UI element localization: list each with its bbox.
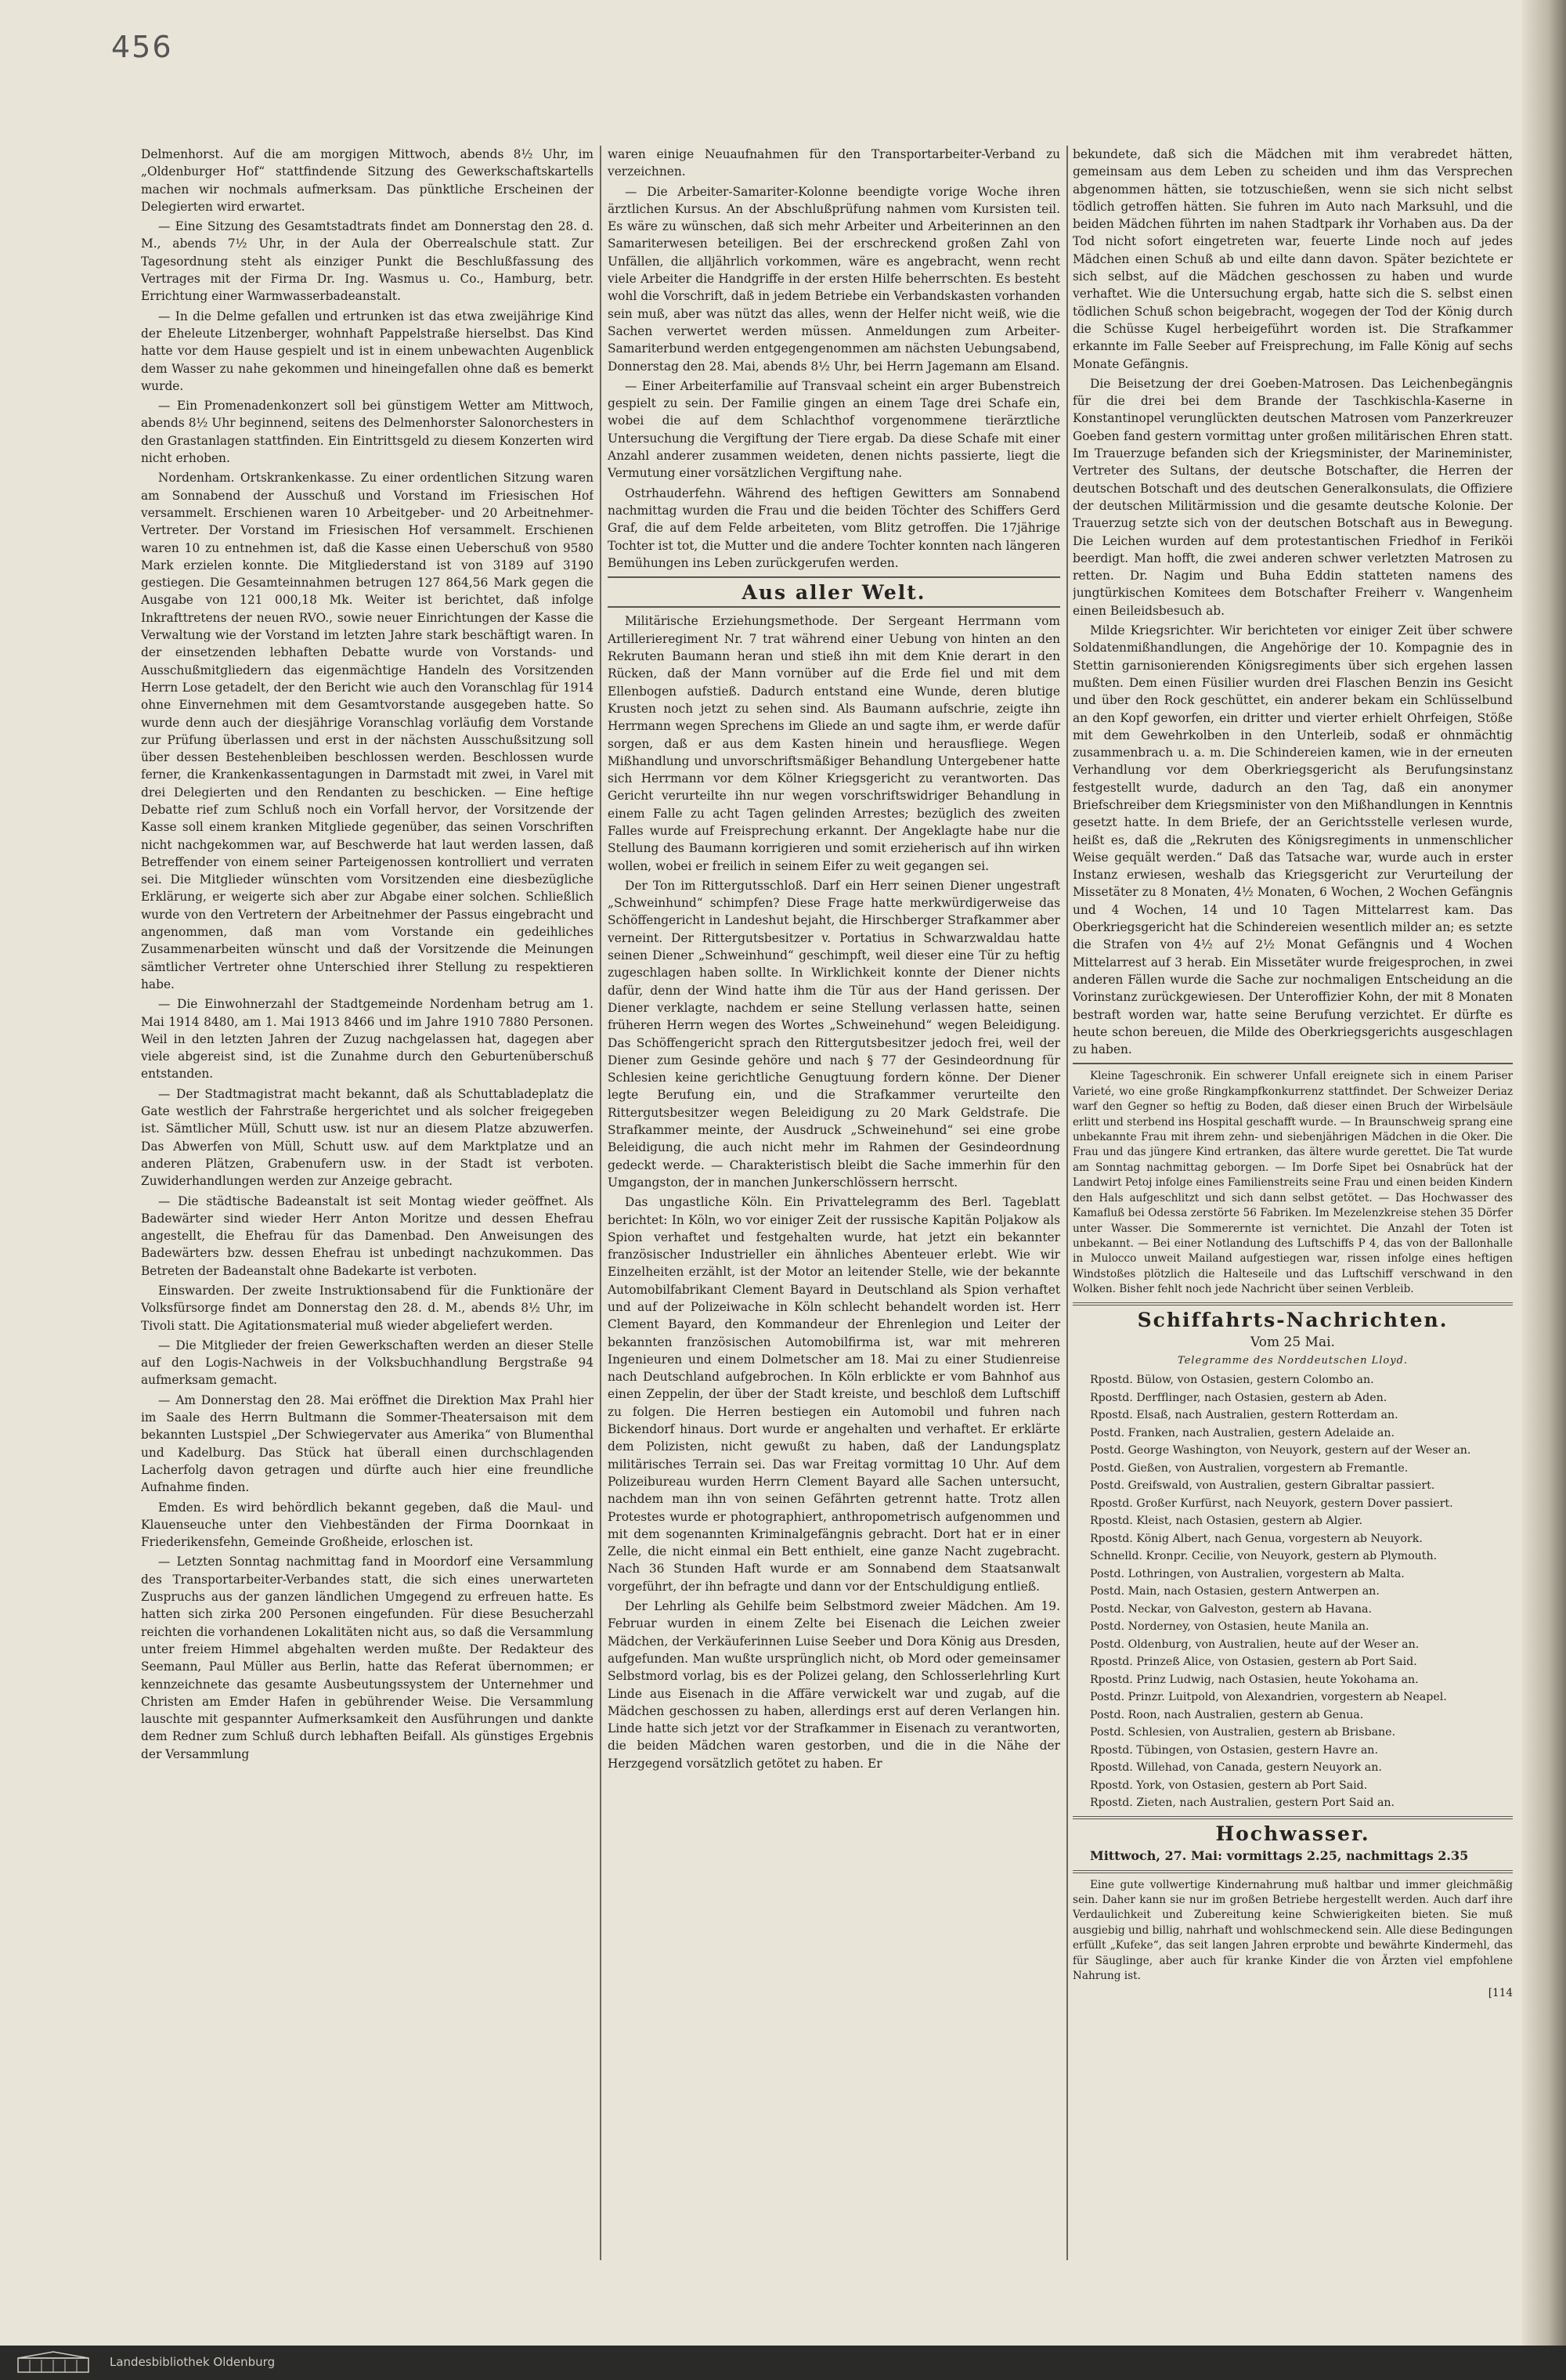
shipping-line: Postd. Roon, nach Australien, gestern ab Genua.: [1090, 1708, 1364, 1721]
advertisement: Eine gute vollwertige Kindernahrung muß haltbar und immer gleichmäßig sein. Daher kann sie nur im großen Betriebe hergestellt werden. Auch darf ihre Verdaulichkeit und Zubereitung keine Schwierigkeiten bieten. Sie muß ausgiebig und billig, nahrhaft und wohlschmeckend sein. Alle diese Bedingungen erfüllt „Kufeke“, das seit langen Jahren erprobte und bewährte Kindermehl, das für Säuglinge, aber auch für kranke Kinder die von Ärzten viel empfohlene Nahrung ist.: [1073, 1878, 1513, 1982]
article-paragraph: Ostrhauderfehn. Während des heftigen Gewitters am Sonnabend nachmittag wurden die Frau und die beiden Töchter des Schiffers Gerd Graf, die auf dem Felde arbeiteten, vom Blitz getroffen. Die 17jährige Tochter ist tot, die Mutter und die andere Tochter konnten nach längeren Bemühungen ins Leben zurückgerufen werden.: [608, 486, 1060, 570]
shipping-line: Postd. George Washington, von Neuyork, gestern auf der Weser an.: [1090, 1444, 1471, 1457]
shipping-line: Postd. Franken, nach Australien, gestern Adelaide an.: [1090, 1426, 1395, 1439]
article-paragraph: Nordenham. Ortskrankenkasse. Zu einer ordentlichen Sitzung waren am Sonnabend der Ausschuß und Vorstand im Friesischen Hof versammelt. Erschienen waren 10 Arbeitgeber- und 20 Arbeitnehmer-Vertreter. Der Vorstand im Friesischen Hof versammelt. Erschienen waren 10 zu entnehmen ist, daß die Kasse einen Ueberschuß von 9580 Mark erzielen konnte. Die Mitgliederstand ist von 3189 auf 3190 gestiegen. Die Gesamteinnahmen betrugen 127 864,56 Mark gegen die Ausgabe von 121 000,18 Mk. Weiter ist berichtet, daß infolge Inkrafttretens der neuen RVO., sowie neuer Einrichtungen der Kasse die Verwaltung wie der Vorstand im letzten Jahre stark beschäftigt waren. In der einsetzenden lebhaften Debatte wurde von Vorstands- und Ausschußmitgliedern das eigenmächtige Handeln des Vorsitzenden Herrn Lose getadelt, der den Bericht wie auch den Voranschlag für 1914 ohne Einvernehmen mit dem Gesamtvorstande ausgegeben hatte. So wurde denn auch der diesjährige Voranschlag vorläufig dem Vorstande zur Prüfung überlassen und erst in der nächsten Ausschußsitzung soll über dessen Bestehenbleiben beschlossen werden. Beschlossen wurde ferner, die Krankenkassentagungen in Darmstadt mit zwei, in Varel mit drei Delegierten und den Rendanten zu beschicken. — Eine heftige Debatte rief zum Schluß noch ein Vorfall hervor, der Vorsitzende der Kasse soll einem kranken Mitgliede gegenüber, das seinen Vorschriften nicht nachgekommen war, auf Beschwerde hat laut werden lassen, daß Betreffender von einem seiner Parteigenossen kontrolliert und verraten sei. Die Mitglieder wünschten vom Vorsitzenden eine diesbezügliche Erklärung, er weigerte sich aber zur Abgabe einer solchen. Schließlich wurde von den Vertretern der Arbeitnehmer der Passus eingebracht und angenommen, daß man vom Vorstande ein gedeihliches Zusammenarbeiten wünscht und daß der Vorsitzende die Meinungen sämtlicher Vertreter ohne Unterschied ihrer Stellung zu respektieren habe.: [141, 471, 594, 991]
divider: [1073, 1816, 1513, 1819]
shipping-line: Rpostd. Zieten, nach Australien, gestern Port Said an.: [1090, 1797, 1395, 1810]
article-paragraph: Delmenhorst. Auf die am morgigen Mittwoch, abends 8½ Uhr, im „Oldenburger Hof“ stattfindende Sitzung des Gewerkschaftskartells machen wir nochmals aufmerksam. Das pünktliche Erscheinen der Delegierten wird erwartet.: [141, 147, 594, 214]
divider: [1073, 1063, 1513, 1064]
article-paragraph: — Die städtische Badeanstalt ist seit Montag wieder geöffnet. Als Badewärter sind wieder Herr Anton Moritze und dessen Ehefrau angestellt, die Ehefrau für das Damenbad. Den Anweisungen des Badewärters bzw. dessen Ehefrau ist unbedingt nachzukommen. Das Betreten der Badeanstalt ohne Badekarte ist verboten.: [141, 1194, 594, 1278]
ad-code: [114: [1488, 1987, 1513, 2000]
divider: [1073, 1302, 1513, 1306]
shipping-line: Postd. Gießen, von Australien, vorgestern ab Fremantle.: [1090, 1461, 1409, 1475]
footer-bar: [0, 2346, 1566, 2380]
shipping-line: Postd. Prinzr. Luitpold, von Alexandrien, vorgestern ab Neapel.: [1090, 1691, 1447, 1704]
shipping-heading: Schiffahrts-Nachrichten.: [1137, 1308, 1449, 1331]
column-middle: [608, 146, 1060, 2260]
shipping-line: Postd. Main, nach Ostasien, gestern Antwerpen an.: [1090, 1585, 1380, 1598]
shipping-line: Rpostd. Prinz Ludwig, nach Ostasien, heute Yokohama an.: [1090, 1673, 1419, 1686]
article-paragraph: Der Ton im Rittergutsschloß. Darf ein Herr seinen Diener ungestraft „Schweinhund“ schimpfen? Diese Frage hatte merkwürdigerweise das Schöffengericht in Landeshut bejaht, die Hirschberger Strafkammer aber verneint. Der Rittergutsbesitzer v. Portatius in Schwarzwaldau hatte seinen Diener „Schweinhund“ geschimpft, weil dieser eine Tür zu heftig zugeschlagen haben sollte. In Wirklichkeit konnte der Diener nichts dafür, denn der Wind hatte ihm die Tür aus der Hand gerissen. Der Diener verklagte, nachdem er seine Stellung verlassen hatte, seinen früheren Herrn wegen des Wortes „Schweinehund“ wegen Beleidigung. Das Schöffengericht sprach den Rittergutsbesitzer jedoch frei, weil der Diener zum Gesinde gehöre und nach § 77 der Gesindeordnung für Schlesien keine gerichtliche Genugtuung fordern könne. Der Diener legte Berufung ein, und die Strafkammer verurteilte den Rittergutsbesitzer wegen Beleidigung zu 20 Mark Geldstrafe. Die Strafkammer meinte, der Ausdruck „Schweinehund“ sei eine grobe Beleidigung, die auch nicht mehr im Rahmen der Gesindeordnung gedeckt werde. — Charakteristisch bleibt die Sache immerhin für den Umgangston, der in manchen Junkerschlössern herrscht.: [608, 878, 1060, 1190]
shipping-source: Telegramme des Norddeutschen Lloyd.: [1177, 1355, 1409, 1367]
article-paragraph: — In die Delme gefallen und ertrunken ist das etwa zweijährige Kind der Eheleute Litzenberger, wohnhaft Pappelstraße hierselbst. Das Kind hatte vor dem Hause gespielt und ist in einem unbewachten Augenblick dem Wasser zu nahe gekommen und hineingefallen ohne daß es bemerkt wurde.: [141, 309, 594, 393]
divider: [1073, 1870, 1513, 1873]
shipping-line: Rpostd. Tübingen, von Ostasien, gestern Havre an.: [1090, 1743, 1378, 1757]
shipping-line: Rpostd. König Albert, nach Genua, vorgestern ab Neuyork.: [1090, 1532, 1423, 1545]
column-right: [1073, 146, 1513, 2307]
library-name: Landesbibliothek Oldenburg: [110, 2355, 276, 2369]
article-paragraph: Das ungastliche Köln. Ein Privattelegramm des Berl. Tageblatt berichtet: In Köln, wo vor einiger Zeit der russische Kapitän Poljakow als Spion verhaftet und festgehalten wurde, hat jetzt ein bekannter französischer Industrieller ein ähnliches Abenteuer erlebt. Wie wir Einzelheiten erzählt, ist der Motor an leitender Stelle, wie der bekannte Automobilfabrikant Clement Bayard in Deutschland als Spion verhaftet und auf der Polizeiwache in Köln schlecht behandelt worden ist. Herr Clement Bayard, den Kommandeur der Ehrenlegion und Leiter der bekannten französischen Automobilfirma ist, war mit mehreren Ingenieuren und einem Dolmetscher am 18. Mai zu einer Studienreise nach Deutschland aufgebrochen. In Köln erblickte er vom Bahnhof aus einen Zeppelin, der über der Stadt kreiste, und beschloß dem Luftschiff zu folgen. Die Herren bestiegen ein Automobil und fuhren nach Bickendorf hinaus. Dort wurde er angehalten und verhaftet. Er erklärte dem Polizisten, nicht gewußt zu haben, daß der Landungsplatz militärisches Terrain sei. Das war Freitag vormittag 10 Uhr. Auf dem Polizeibureau wurden Herrn Clement Bayard alle Sachen untersucht, nachdem man ihn von seinen Gefährten getrennt hatte. Trotz allen Protestes wurde er photographiert, anthropometrisch aufgenommen und mit dem sogenannten Kriminalgefängnis gebracht. Dort hat er in einer Zelle, die nicht einmal ein Bett enthielt, eine ganze Nacht zugebracht. Nach 36 Stunden Haft wurde er am Sonnabend dem Staatsanwalt vorgeführt, der ihn befragte und dann vor der Entschuldigung entließ.: [608, 1195, 1060, 1594]
article-paragraph: Militärische Erziehungsmethode. Der Sergeant Herrmann vom Artillerieregiment Nr. 7 trat während einer Uebung von hinten an den Rekruten Baumann heran und stieß ihn mit dem Knie derart in den Rücken, daß der Mann vornüber auf die Erde fiel und mit dem Ellenbogen aufstieß. Dadurch entstand eine Wunde, deren blutige Krusten noch jetzt zu sehen sind. Als Baumann aufschrie, zeigte ihn Herrmann wegen Sprechens im Gliede an und sagte ihm, er werde dafür sorgen, daß er aus dem Kasten hinein und herausfliege. Wegen Mißhandlung und unvorschriftsmäßiger Behandlung Untergebener hatte sich Herrmann vor dem Kölner Kriegsgericht zu verantworten. Das Gericht verurteilte ihn nur wegen vorschriftswidriger Behandlung in einem Falle zu acht Tagen gelinden Arrestes; bezüglich des zweiten Falles wurde auf Freisprechung erkannt. Der Angeklagte habe nur die Stellung des Baumann korrigieren und somit erzieherisch auf ihn wirken wollen, wobei er freilich in seinem Eifer zu weit gegangen sei.: [608, 614, 1060, 873]
shipping-line: Rpostd. York, von Ostasien, gestern ab Port Said.: [1090, 1779, 1368, 1792]
shipping-line: Rpostd. Prinzeß Alice, von Ostasien, gestern ab Port Said.: [1090, 1656, 1417, 1669]
article-paragraph: — Die Arbeiter-Samariter-Kolonne beendigte vorige Woche ihren ärztlichen Kursus. An der Abschlußprüfung nahmen vom Kursisten teil. Es wäre zu wünschen, daß sich mehr Arbeiter und Arbeiterinnen an den Samariterwesen beteiligen. Bei der erschreckend großen Zahl von Unfällen, die alljährlich vorkommen, wäre es angebracht, wenn recht viele Arbeiter die Handgriffe in der ersten Hilfe beherrschten. Es besteht wohl die Vorschrift, daß in jedem Betriebe ein Verbandskasten vorhanden sein muß, aber was nützt das alles, wenn der Helfer nicht weiß, wie die Sachen verwertet werden müssen. Anmeldungen zum Arbeiter-Samariterbund werden entgegengenommen am nächsten Uebungsabend, Donnerstag den 28. Mai, abends 8½ Uhr, bei Herrn Jagemann am Elsand.: [608, 184, 1060, 374]
shipping-line: Postd. Schlesien, von Australien, gestern ab Brisbane.: [1090, 1726, 1396, 1739]
page-edge-shadow: [1522, 0, 1566, 2380]
shipping-line: Rpostd. Bülow, von Ostasien, gestern Colombo an.: [1090, 1374, 1374, 1387]
section-heading: Aus aller Welt.: [742, 581, 926, 605]
shipping-line: Rpostd. Großer Kurfürst, nach Neuyork, gestern Dover passiert.: [1090, 1497, 1453, 1510]
shipping-line: Rpostd. Elsaß, nach Australien, gestern Rotterdam an.: [1090, 1409, 1398, 1422]
article-paragraph: — Letzten Sonntag nachmittag fand in Moordorf eine Versammlung des Transportarbeiter-Verbandes statt, die sich eines unerwarteten Zuspruchs aus der ganzen ländlichen Umgegend zu erfreuen hatte. Es hatten sich zirka 200 Personen eingefunden. Für diese Besucherzahl reichten die vorhandenen Lokalitäten nicht aus, so daß die Versammlung unter freiem Himmel abgehalten werden mußte. Der Redakteur des Seemann, Paul Müller aus Berlin, hatte das Referat übernommen; er kennzeichnete das gesamte Ausbeutungssystem der Unternehmer und Christen am Emder Hafen in gebührender Weise. Die Versammlung lauschte mit gespannter Aufmerksamkeit den Ausführungen und dankte dem Redner zum Schluß durch lebhaften Beifall. Als günstiges Ergebnis der Versammlung: [141, 1555, 594, 1761]
column-left: [141, 146, 594, 2260]
shipping-line: Postd. Greifswald, von Australien, gestern Gibraltar passiert.: [1090, 1479, 1435, 1493]
article-paragraph: — Einer Arbeiterfamilie auf Transvaal scheint ein arger Bubenstreich gespielt zu sein. Der Familie gingen an einem Tage drei Schafe ein, wobei die auf dem Schlachthof vorgenommene tierärztliche Untersuchung die Vergiftung der Tiere ergab. Da diese Schafe mit einer Anzahl anderer zusammen weideten, denen nichts passierte, liegt die Vermutung einer vorsätzlichen Vergiftung nahe.: [608, 378, 1060, 481]
shipping-line: Postd. Lothringen, von Australien, vorgestern ab Malta.: [1090, 1567, 1405, 1580]
article-paragraph: — Eine Sitzung des Gesamtstadtrats findet am Donnerstag den 28. d. M., abends 7½ Uhr, in der Aula der Oberrealschule statt. Zur Tagesordnung steht als einziger Punkt die Beschlußfassung des Vertrages mit der Firma Dr. Ing. Wasmus u. Co., Hamburg, betr. Errichtung einer Warmwasserbadeanstalt.: [141, 219, 594, 304]
shipping-line: Rpostd. Derfflinger, nach Ostasien, gestern ab Aden.: [1090, 1391, 1387, 1404]
article-paragraph: — Am Donnerstag den 28. Mai eröffnet die Direktion Max Prahl hier im Saale des Herrn Bultmann die Sommer-Theatersaison mit dem bekannten Lustspiel „Der Schwiegervater aus Amerika“ von Blumenthal und Kadelburg. Das Stück hat überall einen durchschlagenden Lacherfolg davon getragen und dürfte auch hier eine freundliche Aufnahme finden.: [141, 1392, 594, 1495]
page-number: 456: [111, 30, 173, 64]
shipping-line: Schnelld. Kronpr. Cecilie, von Neuyork, gestern ab Plymouth.: [1090, 1550, 1438, 1563]
article-paragraph: — Die Mitglieder der freien Gewerkschaften werden an dieser Stelle auf den Logis-Nachweis in der Volksbuchhandlung Bergstraße 94 aufmerksam gemacht.: [141, 1338, 594, 1388]
shipping-line: Rpostd. Kleist, nach Ostasien, gestern ab Algier.: [1090, 1515, 1362, 1528]
column-rule: [600, 146, 601, 2260]
news-brief: Kleine Tageschronik. Ein schwerer Unfall ereignete sich in einem Pariser Varieté, wo eine große Ringkampfkonkurrenz stattfindet. Der Schweizer Deriaz warf den Gegner so heftig zu Boden, daß dieser einen Bruch der Wirbelsäule erlitt und sterbend ins Hospital geschafft wurde. — In Braunschweig sprang eine unbekannte Frau mit ihrem zehn- und siebenjährigen Mädchen in die Oker. Die Frau und das jüngere Kind ertranken, das ältere wurde gerettet. Die Tat wurde am Sonntag nachmittag geborgen. — Im Dorfe Sipet bei Osnabrück hat der Landwirt Petoj infolge eines Familienstreits seine Frau und einen beiden Kindern den Hals aufgeschlitzt und sich dann selbst getötet. — Das Hochwasser des Kamafluß bei Odessa zerstörte 56 Fabriken. Im Mezelenzkreise stehen 35 Dörfer unter Wasser. Die Sommerernte ist vernichtet. Die Anzahl der Toten ist unbekannt. — Bei einer Notlandung des Luftschiffs P 4, das von der Ballonhalle in Mulocco unweit Mailand aufgestiegen war, rissen infolge eines heftigen Windstoßes plötzlich die Halteseile und das Luftschiff verschwand in den Wolken. Bisher fehlt noch jede Nachricht über seinen Verbleib.: [1073, 1070, 1513, 1296]
library-building-icon: [14, 2350, 92, 2374]
flood-times: Mittwoch, 27. Mai: vormittags 2.25, nachmittags 2.35: [1090, 1848, 1469, 1864]
shipping-line: Rpostd. Willehad, von Canada, gestern Neuyork an.: [1090, 1761, 1382, 1775]
shipping-line: Postd. Oldenburg, von Australien, heute auf der Weser an.: [1090, 1638, 1420, 1651]
divider: [608, 606, 1060, 608]
article-paragraph: Milde Kriegsrichter. Wir berichteten vor einiger Zeit über schwere Soldatenmißhandlungen, die Angehörige der 10. Kompagnie des in Stettin garnisonierenden Königsregiments über sich ergehen lassen mußten. Dem einen Füsilier wurden drei Flaschen Benzin ins Gesicht und über den Rock geschüttet, ein anderer bekam ein Schlüsselbund an den Kopf geworfen, ein dritter und vierter erhielt Ohrfeigen, Stöße mit dem Gewehrkolben in den Unterleib, sodaß er ohnmächtig zusammenbrach u. a. m. Die Schindereien kamen, wie in der erneuten Verhandlung vor dem Oberkriegsgericht als Berufungsinstanz festgestellt wurde, dadurch an den Tag, daß ein anonymer Briefschreiber dem Kriegsminister von den Mißhandlungen in Kenntnis gesetzt hatte. In dem Briefe, der an Gerichtsstelle verlesen wurde, heißt es, daß die „Rekruten des Königsregiments in unmenschlicher Weise gequält werden.“ Daß das Tatsache war, wurde auch in erster Instanz erwiesen, weshalb das Kriegsgericht zur Verurteilung der Missetäter zu 8 Monaten, 4½ Monaten, 6 Wochen, 2 Wochen Gefängnis und 4 Wochen, 14 und 10 Tagen Mittelarrest kam. Das Oberkriegsgericht hat die Schindereien wesentlich milder an; es setzte die Strafen von 4½ auf 2½ Monat Gefängnis und 4 Wochen Mittelarrest auf 3 herab. Ein Missetäter wurde freigesprochen, in zwei anderen Fällen wurde die Sache zur nochmaligen Entscheidung an die Vorinstanz zurückgewiesen. Der Unteroffizier Kohn, der mit 8 Monaten bestraft worden war, hatte seine Berufung verzichtet. Er dürfte es heute schon bereuen, die Milde des Oberkriegsgerichts ausgeschlagen zu haben.: [1073, 623, 1513, 1057]
shipping-line: Postd. Norderney, von Ostasien, heute Manila an.: [1090, 1620, 1369, 1634]
article-paragraph: — Ein Promenadenkonzert soll bei günstigem Wetter am Mittwoch, abends 8½ Uhr beginnend, seitens des Delmenhorster Salonorchesters in den Grastanlagen stattfinden. Ein Eintrittsgeld zu diesem Konzerten wird nicht erhoben.: [141, 399, 594, 466]
flood-heading: Hochwasser.: [1215, 1822, 1370, 1845]
article-paragraph: Einswarden. Der zweite Instruktionsabend für die Funktionäre der Volksfürsorge findet am Donnerstag den 28. d. M., abends 8½ Uhr, im Tivoli statt. Die Agitationsmaterial muß wieder abgeliefert werden.: [141, 1284, 594, 1333]
article-paragraph: bekundete, daß sich die Mädchen mit ihm verabredet hätten, gemeinsam aus dem Leben zu scheiden und ihm das Versprechen abgenommen hätten, sie totzuschießen, wenn sie sich nicht selbst tödlich getroffen hätten. Sie fuhren im Auto nach Marksuhl, und die beiden Mädchen führten im nahen Stadtpark ihr Vorhaben aus. Da der Tod nicht sofort eingetreten war, feuerte Linde noch auf jedes Mädchen einen Schuß ab und eilte dann davon. Später bezichtete er sich selbst, auf die Mädchen geschossen zu haben und wurde verhaftet. Wie die Untersuchung ergab, hatte sich die S. selbst einen tödlichen Schuß schon beigebracht, wogegen der Tod der König durch die Schüsse Kugel herbeigeführt worden ist. Die Strafkammer erkannte im Falle Seeber auf Freisprechung, im Falle König auf sechs Monate Gefängnis.: [1073, 147, 1513, 371]
column-rule: [1066, 146, 1068, 2260]
shipping-date: Vom 25 Mai.: [1250, 1334, 1335, 1350]
article-paragraph: — Der Stadtmagistrat macht bekannt, daß als Schuttabladeplatz die Gate westlich der Fahrstraße hergerichtet und als solcher freigegeben ist. Sämtlicher Müll, Schutt usw. ist nur an diesem Platze abzuwerfen. Das Abwerfen von Müll, Schutt usw. auf dem Marktplatze und an anderen Plätzen, Grabenufern usw. in der Stadt ist verboten. Zuwiderhandlungen werden zur Anzeige gebracht.: [141, 1086, 594, 1189]
article-paragraph: Der Lehrling als Gehilfe beim Selbstmord zweier Mädchen. Am 19. Februar wurden in einem Zelte bei Eisenach die Leichen zweier Mädchen, der Verkäuferinnen Luise Seeber und Dora König aus Dresden, aufgefunden. Man wußte ursprünglich nicht, ob Mord oder gemeinsamer Selbstmord vorlag, bis es der Polizei gelang, den Schlosserlehrling Kurt Linde aus Eisenach in die Affäre verwickelt war und zugab, auf die Mädchen geschossen zu haben, allerdings erst auf deren Verlangen hin. Linde hatte sich jetzt vor der Strafkammer in Eisenach zu verantworten, die beiden Mädchen waren gestorben, und die in die Nähe der Herzgegend vorsätzlich getötet zu haben. Er: [608, 1599, 1060, 1771]
article-paragraph: — Die Einwohnerzahl der Stadtgemeinde Nordenham betrug am 1. Mai 1914 8480, am 1. Mai 1913 8466 und im Jahre 1910 7880 Personen. Weil in den letzten Jahren der Zuzug nachgelassen hat, dagegen aber viele abgereist sind, ist die Zunahme durch den Geburtenüberschuß entstanden.: [141, 997, 594, 1082]
article-paragraph: Emden. Es wird behördlich bekannt gegeben, daß die Maul- und Klauenseuche unter den Viehbeständen der Firma Doornkaat in Friederikensfehn, Gemeinde Großheide, erloschen ist.: [141, 1500, 594, 1550]
article-paragraph: Die Beisetzung der drei Goeben-Matrosen. Das Leichenbegängnis für die drei bei dem Brande der Taschkischla-Kaserne in Konstantinopel verunglückten deutschen Matrosen vom Panzerkreuzer Goeben fand gestern vormittag unter großen militärischen Ehren statt. Im Trauerzuge befanden sich der Kriegsminister, der Marineminister, Vertreter des Sultans, der deutsche Botschafter, die Herren der deutschen Botschaft und des deutschen Generalkonsulats, die Offiziere der deutschen Militärmission und die gesamte deutsche Kolonie. Der Trauerzug setzte sich von der deutschen Botschaft aus in Bewegung. Die Leichen wurden auf dem protestantischen Friedhof in Feriköi beerdigt. Man hofft, die zwei anderen schwer verletzten Matrosen zu retten. Dr. Nagim und Buha Eddin statteten namens des jungtürkischen Komitees dem Botschafter Freiherr v. Wangenheim einen Beileidsbesuch ab.: [1073, 376, 1513, 618]
divider: [608, 576, 1060, 578]
article-paragraph: waren einige Neuaufnahmen für den Transportarbeiter-Verband zu verzeichnen.: [608, 147, 1060, 179]
shipping-line: Postd. Neckar, von Galveston, gestern ab Havana.: [1090, 1602, 1373, 1616]
